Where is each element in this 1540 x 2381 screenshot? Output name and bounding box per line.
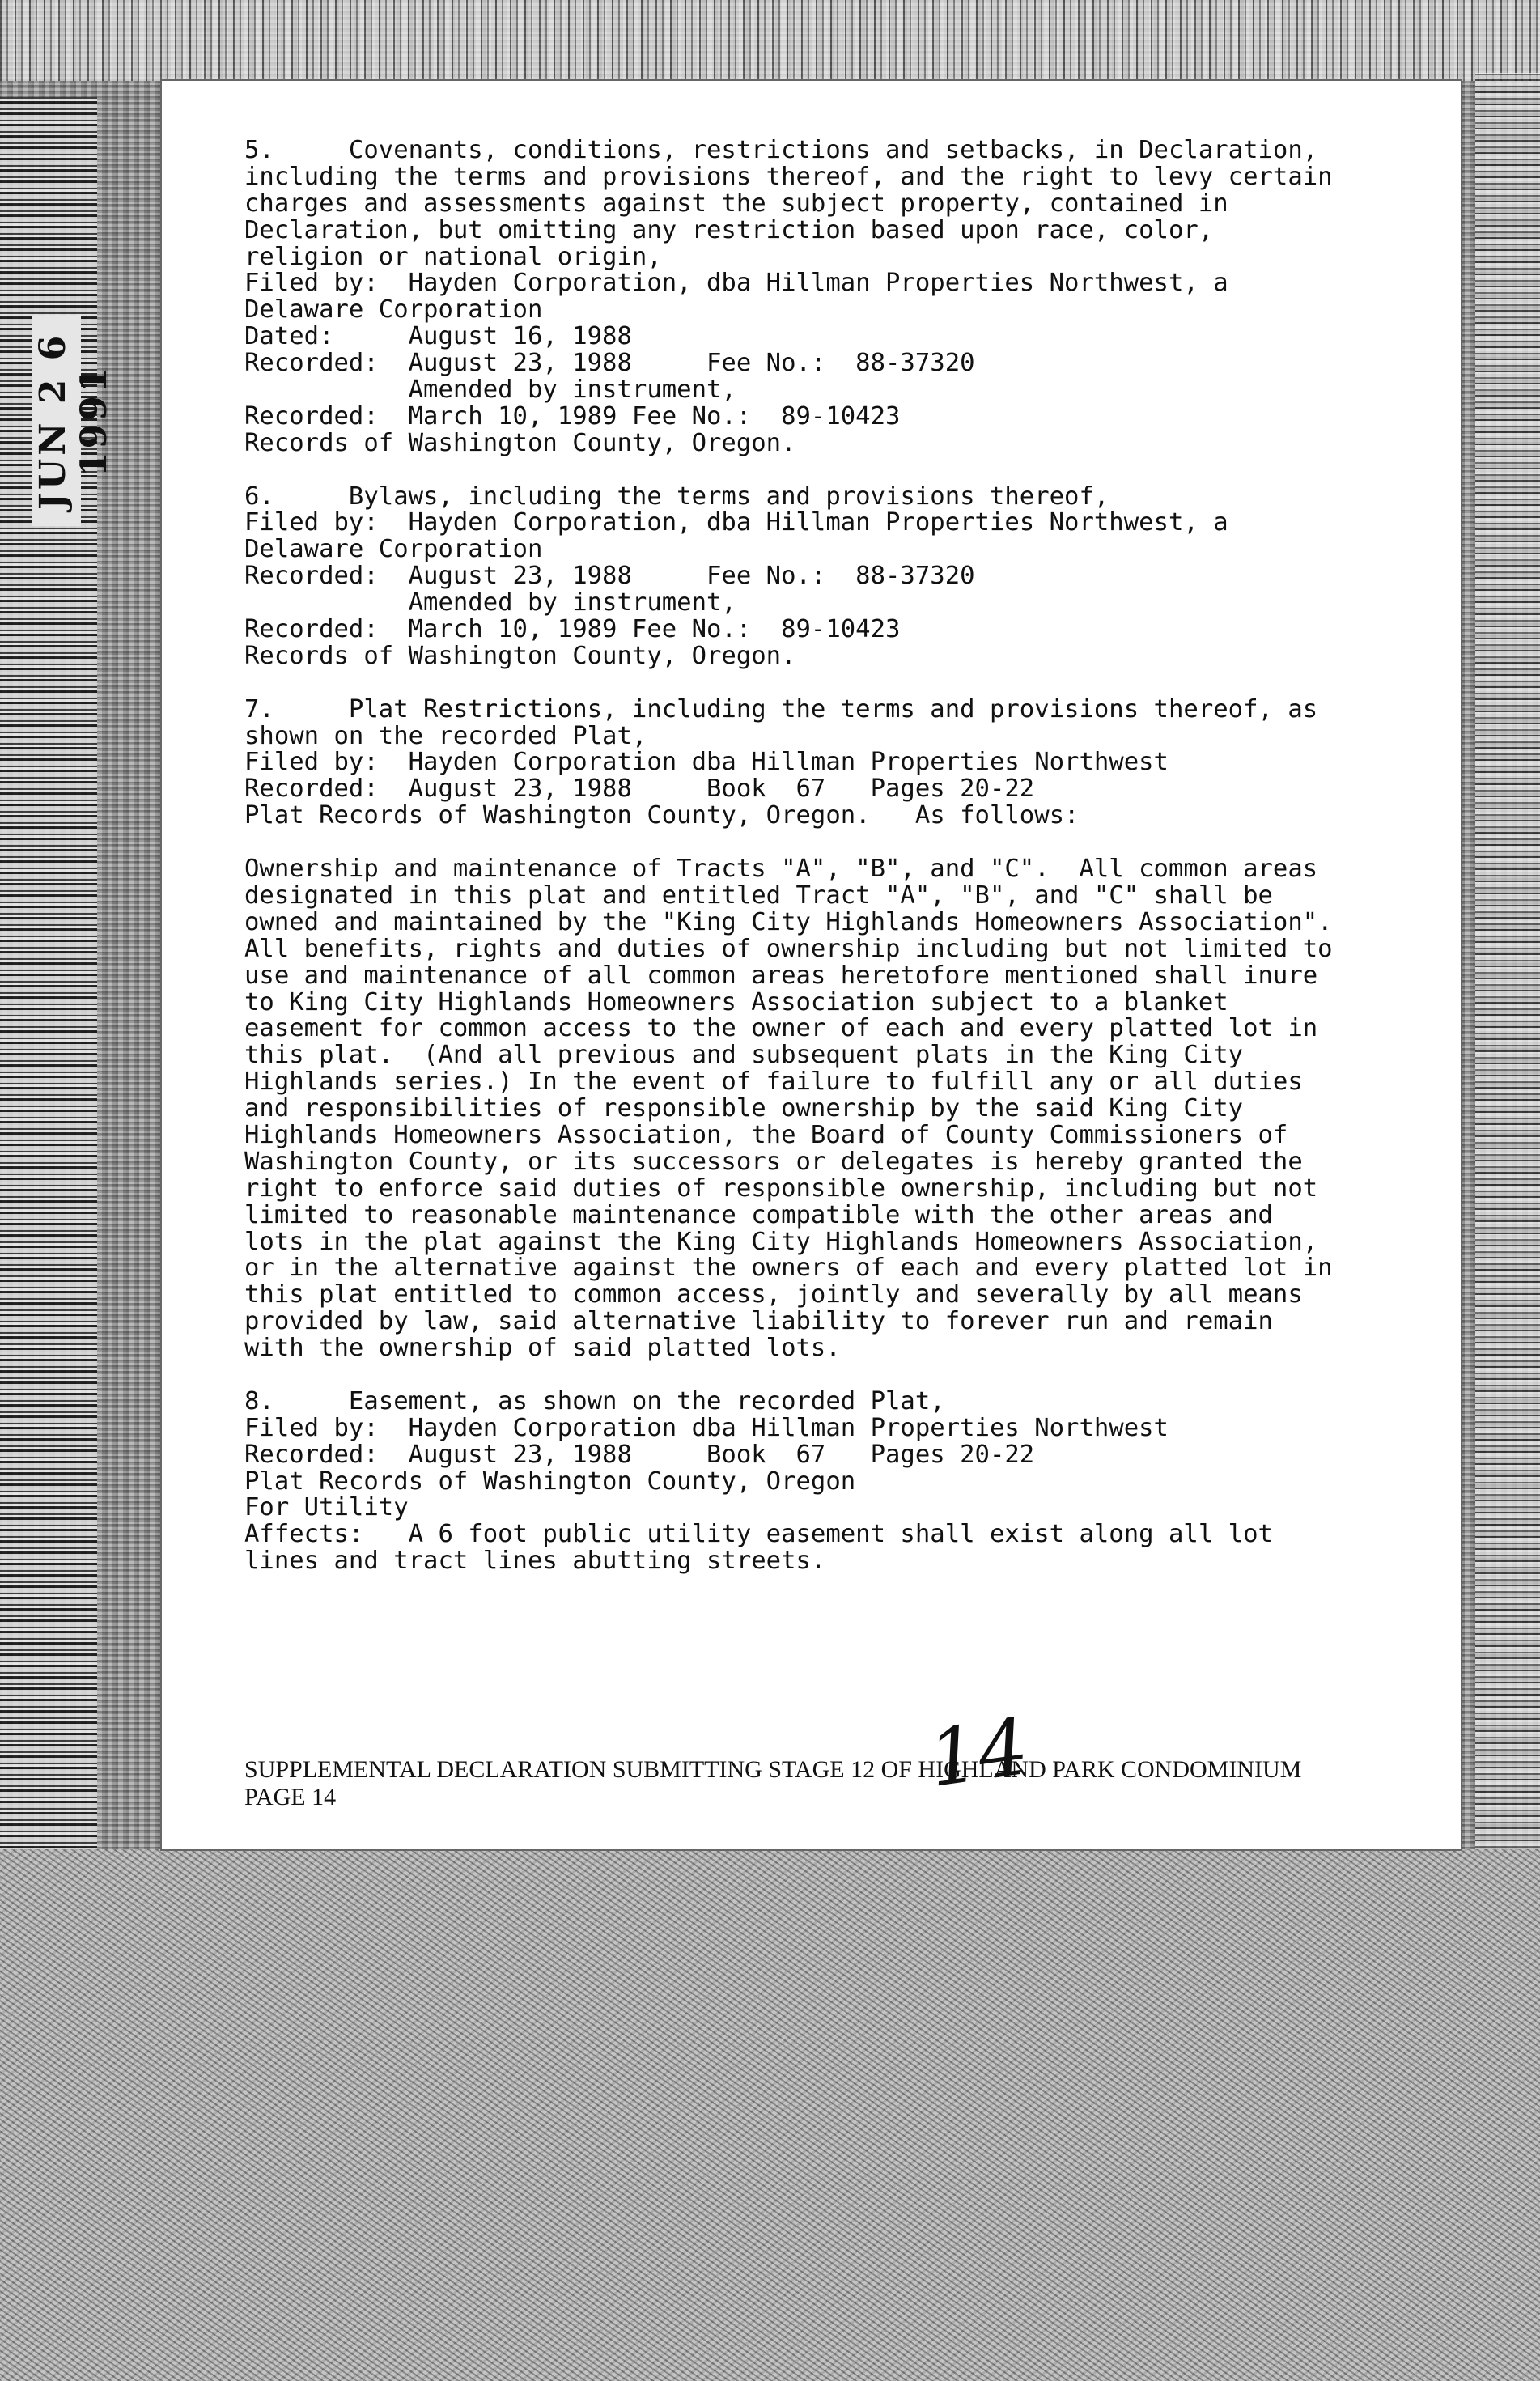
document-line: Filed by: Hayden Corporation dba Hillman Properties Northwest bbox=[244, 1413, 1169, 1442]
document-line: including the terms and provisions thereof, and the right to levy certain bbox=[244, 162, 1333, 191]
document-line: Plat Records of Washington County, Oregon. As follows: bbox=[244, 801, 1080, 830]
document-line: Delaware Corporation bbox=[244, 535, 543, 564]
document-line: Amended by instrument, bbox=[244, 588, 736, 618]
document-line: 7. Plat Restrictions, including the terms and provisions thereof, as bbox=[244, 694, 1318, 724]
document-line: shown on the recorded Plat, bbox=[244, 721, 647, 750]
document-line: to King City Highlands Homeowners Association subject to a blanket bbox=[244, 987, 1228, 1016]
paragraph-gap bbox=[244, 830, 1410, 856]
recording-date-stamp: JUN 2 6 1991 bbox=[32, 316, 81, 526]
document-line: with the ownership of said platted lots. bbox=[244, 1334, 841, 1363]
document-line: Delaware Corporation bbox=[244, 295, 543, 325]
document-line: For Utility bbox=[244, 1493, 409, 1522]
document-line: lots in the plat against the King City Highlands Homeowners Association, bbox=[244, 1227, 1318, 1256]
document-line: Highlands series.) In the event of failure to fulfill any or all duties bbox=[244, 1067, 1303, 1097]
document-line: religion or national origin, bbox=[244, 242, 662, 271]
handwritten-page-number: 14 bbox=[923, 1701, 1034, 1805]
footer-page: PAGE 14 bbox=[244, 1784, 337, 1810]
document-line: designated in this plat and entitled Tract "A", "B", and "C" shall be bbox=[244, 881, 1273, 910]
paragraph-gap bbox=[244, 670, 1410, 697]
document-line: Declaration, but omitting any restriction based upon race, color, bbox=[244, 215, 1214, 244]
paragraph-gap bbox=[244, 1362, 1410, 1389]
document-line: Recorded: March 10, 1989 Fee No.: 89-10423 bbox=[244, 615, 901, 644]
document-page bbox=[162, 81, 1461, 1849]
document-line: Affects: A 6 foot public utility easement shall exist along all lot bbox=[244, 1520, 1273, 1549]
document-footer bbox=[244, 1756, 1410, 1811]
scan-noise-top bbox=[0, 0, 1540, 81]
scan-noise-right bbox=[1475, 73, 1540, 1853]
document-line: Highlands Homeowners Association, the Board of County Commissioners of bbox=[244, 1120, 1288, 1149]
document-line: Recorded: August 23, 1988 Book 67 Pages 20-22 bbox=[244, 775, 1035, 804]
document-line: Ownership and maintenance of Tracts "A", "B", and "C". All common areas bbox=[244, 855, 1318, 884]
document-line: Recorded: August 23, 1988 Fee No.: 88-37320 bbox=[244, 349, 975, 378]
document-line: lines and tract lines abutting streets. bbox=[244, 1547, 826, 1576]
document-line: use and maintenance of all common areas heretofore mentioned shall inure bbox=[244, 961, 1318, 990]
document-line: Amended by instrument, bbox=[244, 376, 736, 405]
document-line: right to enforce said duties of responsible ownership, including but not bbox=[244, 1174, 1318, 1203]
document-line: 6. Bylaws, including the terms and provisions thereof, bbox=[244, 482, 1109, 511]
document-line: Washington County, or its successors or delegates is hereby granted the bbox=[244, 1147, 1303, 1176]
document-line: Records of Washington County, Oregon. bbox=[244, 641, 796, 670]
document-line: this plat. (And all previous and subsequent plats in the King City bbox=[244, 1041, 1244, 1070]
document-line: Filed by: Hayden Corporation dba Hillman Properties Northwest bbox=[244, 748, 1169, 777]
document-line: and responsibilities of responsible ownership by the said King City bbox=[244, 1094, 1244, 1123]
document-line: Records of Washington County, Oregon. bbox=[244, 428, 796, 457]
document-line: provided by law, said alternative liability to forever run and remain bbox=[244, 1307, 1273, 1336]
document-body bbox=[244, 138, 1410, 1575]
document-line: limited to reasonable maintenance compatible with the other areas and bbox=[244, 1200, 1273, 1229]
scan-noise-bottom bbox=[0, 1849, 1540, 2381]
paragraph-gap bbox=[244, 457, 1410, 484]
document-line: Filed by: Hayden Corporation, dba Hillman Properties Northwest, a bbox=[244, 508, 1228, 537]
document-line: All benefits, rights and duties of ownership including but not limited to bbox=[244, 934, 1333, 963]
document-line: Recorded: August 23, 1988 Fee No.: 88-37320 bbox=[244, 562, 975, 591]
document-line: easement for common access to the owner of each and every platted lot in bbox=[244, 1014, 1318, 1043]
document-line: 8. Easement, as shown on the recorded Plat, bbox=[244, 1386, 945, 1415]
footer-title: SUPPLEMENTAL DECLARATION SUBMITTING STAGE 12 OF HIGHLAND PARK CONDOMINIUM bbox=[244, 1756, 1302, 1783]
document-line: owned and maintained by the "King City Highlands Homeowners Association". bbox=[244, 907, 1333, 936]
document-line: Dated: August 16, 1988 bbox=[244, 322, 632, 351]
document-line: Filed by: Hayden Corporation, dba Hillman Properties Northwest, a bbox=[244, 269, 1228, 298]
document-line: charges and assessments against the subject property, contained in bbox=[244, 189, 1228, 218]
document-line: Recorded: March 10, 1989 Fee No.: 89-10423 bbox=[244, 401, 901, 431]
document-line: Recorded: August 23, 1988 Book 67 Pages 20-22 bbox=[244, 1440, 1035, 1469]
document-line: Plat Records of Washington County, Oregon bbox=[244, 1466, 856, 1496]
document-line: or in the alternative against the owners of each and every platted lot in bbox=[244, 1254, 1333, 1283]
document-line: this plat entitled to common access, jointly and severally by all means bbox=[244, 1280, 1303, 1309]
document-line: 5. Covenants, conditions, restrictions and setbacks, in Declaration, bbox=[244, 136, 1318, 164]
